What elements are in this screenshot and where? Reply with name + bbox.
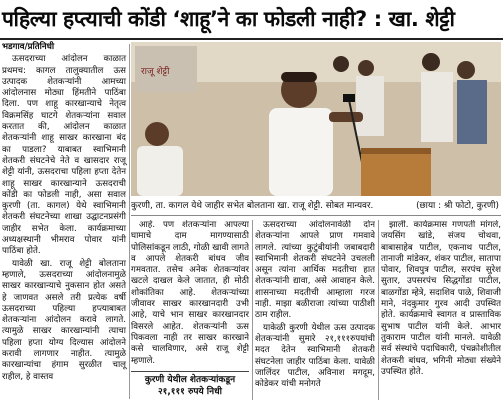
column-divider <box>378 220 379 400</box>
caption-text: कुरणी, ता. कागल येथे जाहीर सभेत बोलताना खा. राजू शेट्टी. सोबत मान्यवर. <box>131 201 374 211</box>
article-column-1 <box>0 40 128 405</box>
paragraph: याकेळी कुरणी येथील ऊस उत्पादक शेतकऱ्यांनी सुमारे २१,१११रुपयांची मदत देतेन स्वाभिमानी शेतकरी संघटनेला जाहीर पाठिंबा केला. यावेळी जालिंदर पाटील, अविनाश मगदूम, कोडेकर यांची मनोगते <box>255 322 375 390</box>
article-column-2 <box>131 220 249 403</box>
article-column-4 <box>381 220 501 403</box>
paragraph: ऊसदराच्या आंदोलन काळात प्रथमच: कागल तालुक्यातील ऊस उत्पादक शेतकऱ्यांनी आमच्या आंदोलनास मोठ्या हिंमतीने पाठिंबा दिला. पण शाहू कारखान्याचे नेतृत्व विक्रमसिंह घाटगे शेतकऱ्यांना सवाल करतात की, आंदोलन काळात शेतकऱ्यांनी शाहू साखर कारखाना बंद का पाडला? याबाबत स्वाभिमानी शेतकरी संघटनेचे नेते व खासदार राजू शेट्टी यांनी, ऊसदराचा पहिला हप्ता देतेन शाहू साखर कारखान्याने ऊसदराची कोंडी का फोडली नाही, असा सवाल कुरणी (ता. कागल) येथे स्वाभिमानी शेतकरी संघटनेच्या शाखा उद्घाटनप्रसंगी जाहीर सभेत केला. कार्यक्रमाच्या अध्यक्षस्थानी भीमराव पोवार यांनी पाठिंबा होते. <box>2 54 126 257</box>
article-column-3 <box>255 220 375 403</box>
column-divider <box>129 44 130 399</box>
paragraph: यावेळी खा. राजू शेट्टी बोलताना म्हणाले, ऊसदराच्या आंदोलनामुळे साखर कारखान्याचे नुकसान होत असते हे जाणवत असले तरी प्रत्येक वर्षी ऊसदराच्या पहिल्या हप्त्याबाबत शेतकऱ्यांना आंदोलन करावे लागते. त्यामुळे साखर कारखान्यांनी त्याचा पहिला हप्ता योग्य दिल्यास आंदोलने करावी लागणार नाहीत. त्यामुळे कारखान्यांचा हंगाम सुरळीत चालू राहील, हे वास्तव <box>2 258 126 382</box>
news-photo <box>131 42 501 196</box>
fund-box-title: कुरणी येथील शेतकऱ्यांकडून २१,१११ रुपये निधी <box>131 371 249 398</box>
column-divider <box>252 220 253 400</box>
photo-caption <box>131 196 501 216</box>
photo-credit: (छाया : श्री फोटो, कुरणी) <box>416 201 499 211</box>
paragraph: ऊसदराच्या आंदोलनावेळी दोन शेतकऱ्यांना आपले प्राण गमवावे लागले. त्यांच्या कुटुंबीयांनी जबाबदारी स्वाभिमानी शेतकरी संघटनेने उचलली असून त्यांना आर्थिक मदतीचा हात शेतकऱ्यांनी द्यावा, असे आवाहन केले. शासनाच्या मदतीची आम्हाला गरज नाही. माझा बळीराजा त्यांच्या पाठीशी ठाम राहील. <box>255 220 375 321</box>
banner-text: राजू शेट्टी <box>141 67 170 77</box>
byline: भडगाव/प्रतिनिधी <box>2 42 55 52</box>
paragraph: झाली. कार्यक्रमास गणपती मांगले, जयसिंग खांडे, संजय चोथवा, बाबासाहेब पाटील, एकनाथ पाटील, तानाजी मांडेकर, शंकर पाटील, सातापा पोवार, शिवपुत्र पाटील, सरपंच सुरेश सुतार, उपसरपंच सिद्धगोंडा पाटील, बाळगोंडा म्हेत्रे, सदाशिव पाळे, शिवाजी माने, नंदकुमार गुरव आदी उपस्थित होते. कार्यक्रमाचे स्वागत व प्रास्ताविक सुभाष पाटील यांनी केले. आभार तुकाराम पाटील यांनी मानले. यावेळी सर्व संस्थांचे पदाधिकारी, पंचक्रोशीतील शेतकरी बांधव, भगिनी मोठ्या संख्येने उपस्थित होते. <box>381 220 501 377</box>
headline: पहिल्या हप्त्याची कोंडी ‘शाहू’ने का फोडली नाही? : खा. शेट्टी <box>2 7 455 31</box>
paragraph: आहे. पण शेतकऱ्यांना आपल्या घामाचे दाम मागण्यासाठी पोलिसांकडून लाठी, गोळी खावी लागते व आपले शेतकरी बांधव जीव गमवतात. तसेच अनेक शेतकऱ्यांवर खटले दाखल केले जातात, ही मोठी शोकांतिका आहे. शेतकऱ्यांच्या जीवावर साखर कारखानदारी उभी आहे, याचे भान साखर कारखानदार विसरले आहेत. शेतकऱ्यांनी ऊस पिकवला नाही तर साखर कारखाने कसे चालविणार, असे राजू शेट्टी म्हणाले. <box>131 220 249 366</box>
